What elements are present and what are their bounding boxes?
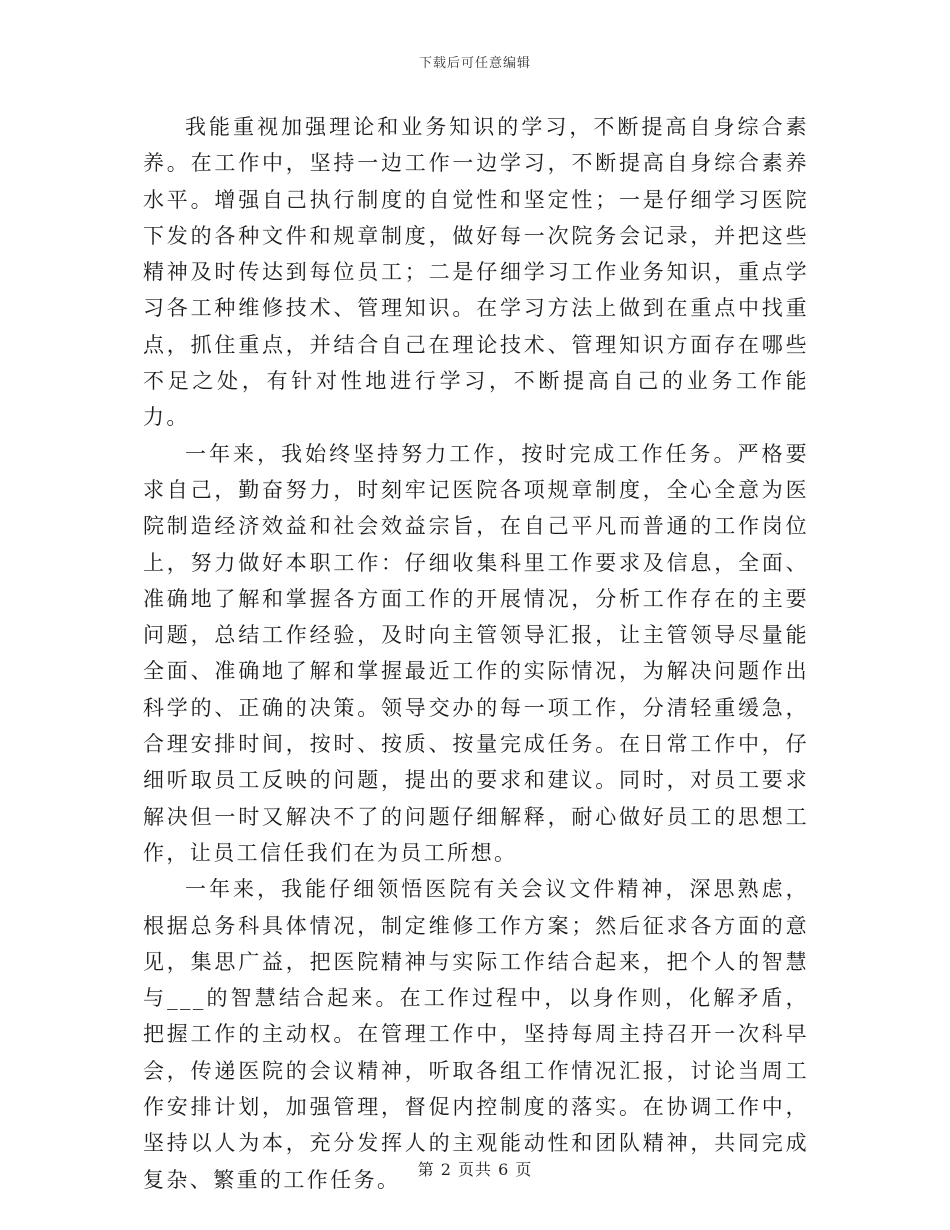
paragraph-study: 我能重视加强理论和业务知识的学习，不断提高自身综合素养。在工作中，坚持一边工作一边学习，不断提高自身综合素养水平。增强自己执行制度的自觉性和坚定性；一是仔细学习医院下发的各种文件和规章制度，做好每一次院务会记录，并把这些精神及时传达到每位员工；二是仔细学习工作业务知识，重点学习各工种维修技术、管理知识。在学习方法上做到在重点中找重点，抓住重点，并结合自己在理论技术、管理知识方面存在哪些不足之处，有针对性地进行学习，不断提高自己的业务工作能力。 <box>143 115 809 430</box>
page-header: 下载后可任意编辑 <box>418 56 531 71</box>
paragraph-management: 一年来，我能仔细领悟医院有关会议文件精神，深思熟虑，根据总务科具体情况，制定维修工作方案；然后征求各方面的意见，集思广益，把医院精神与实际工作结合起来，把个人的智慧与___的智慧结合起来。在工作过程中，以身作则，化解矛盾，把握工作的主动权。在管理工作中，坚持每周主持召开一次科早会，传递医院的会议精神，听取各组工作情况汇报，讨论当周工作安排计划，加强管理，督促内控制度的落实。在协调工作中，坚持以人为本，充分发挥人的主观能动性和团队精神，共同完成复杂、繁重的工作任务。 <box>143 877 809 1192</box>
page-number: 第 2 页共 6 页 <box>417 1160 533 1179</box>
paragraph-work: 一年来，我始终坚持努力工作，按时完成工作任务。严格要求自己，勤奋努力，时刻牢记医院各项规章制度，全心全意为医院制造经济效益和社会效益宗旨，在自己平凡而普通的工作岗位上，努力做好本职工作：仔细收集科里工作要求及信息，全面、准确地了解和掌握各方面工作的开展情况，分析工作存在的主要问题，总结工作经验，及时向主管领导汇报，让主管领导尽量能全面、准确地了解和掌握最近工作的实际情况，为解决问题作出科学的、正确的决策。领导交办的每一项工作，分清轻重缓急，合理安排时间，按时、按质、按量完成任务。在日常工作中，仔细听取员工反映的问题，提出的要求和建议。同时，对员工要求解决但一时又解决不了的问题仔细解释，耐心做好员工的思想工作，让员工信任我们在为员工所想。 <box>143 441 809 865</box>
document-body <box>143 109 809 1198</box>
